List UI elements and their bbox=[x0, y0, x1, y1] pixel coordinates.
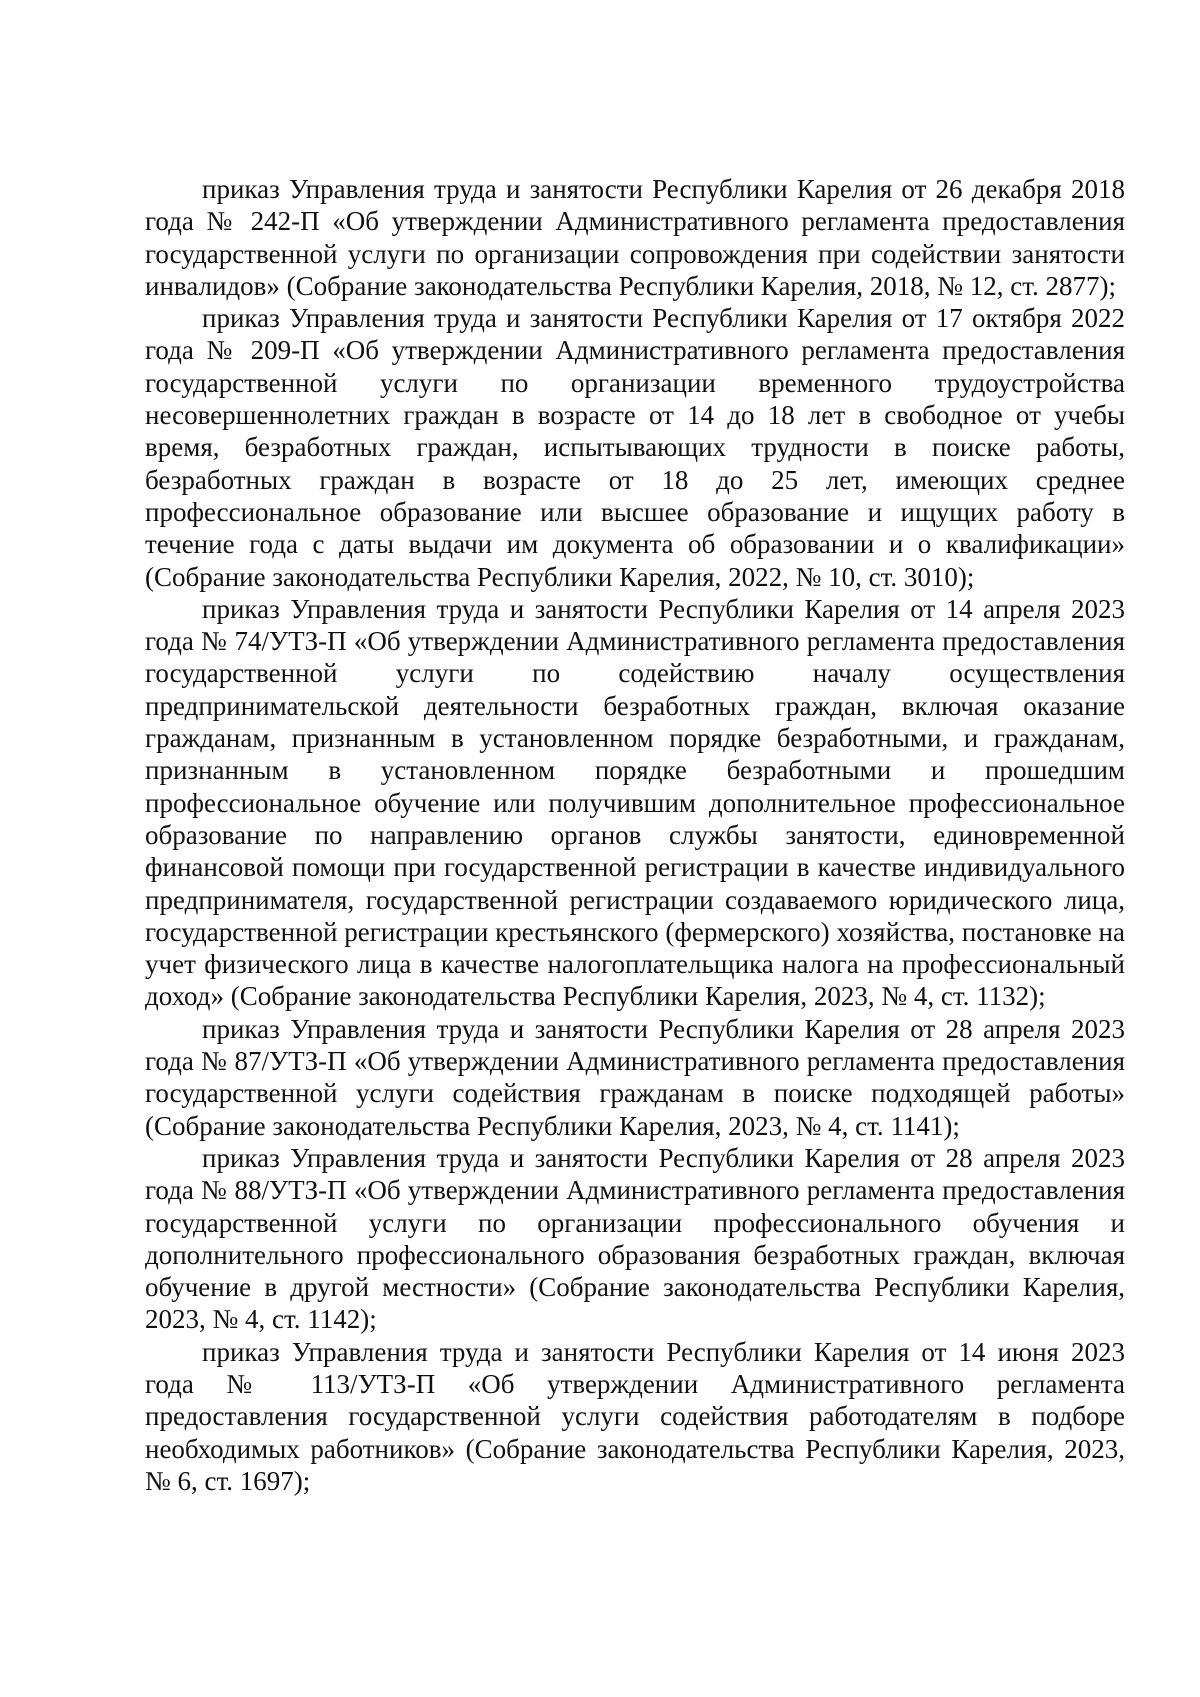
paragraph-order-209: приказ Управления труда и занятости Республики Карелия от 17 октября 2022 года № 209-П «Об утверждении Административного регламента предоставления государственной услуги по организации временного трудоустройства несовершеннолетних граждан в возрасте от 14 до 18 лет в свободное от учебы время, безработных граждан, испытывающих трудности в поиске работы, безработных граждан в возрасте от 18 до 25 лет, имеющих среднее профессиональное образование или высшее образование и ищущих работу в течение года с даты выдачи им документа об образовании и о квалификации» (Собрание законодательства Республики Карелия, 2022, № 10, ст. 3010); bbox=[145, 303, 1125, 592]
paragraph-order-113: приказ Управления труда и занятости Республики Карелия от 14 июня 2023 года № 113/УТЗ-П «Об утверждении Административного регламента предоставления государственной услуги содействия работодателям в подборе необходимых работников» (Собрание законодательства Республики Карелия, 2023, № 6, ст. 1697); bbox=[145, 1336, 1125, 1496]
paragraph-order-88: приказ Управления труда и занятости Республики Карелия от 28 апреля 2023 года № 88/УТЗ-П «Об утверждении Административного регламента предоставления государственной услуги по организации профессионального обучения и дополнительного профессионального образования безработных граждан, включая обучение в другой местности» (Собрание законодательства Республики Карелия, 2023, № 4, ст. 1142); bbox=[145, 1142, 1125, 1335]
paragraph-order-74: приказ Управления труда и занятости Республики Карелия от 14 апреля 2023 года № 74/УТЗ-П «Об утверждении Административного регламента предоставления государственной услуги по содействию началу осуществления предпринимательской деятельности безработных граждан, включая оказание гражданам, признанным в установленном порядке безработными, и гражданам, признанным в установленном порядке безработными и прошедшим профессиональное обучение или получившим дополнительное профессиональное образование по направлению органов службы занятости, единовременной финансовой помощи при государственной регистрации в качестве индивидуального предпринимателя, государственной регистрации создаваемого юридического лица, государственной регистрации крестьянского (фермерского) хозяйства, постановке на учет физического лица в качестве налогоплательщика налога на профессиональный доход» (Собрание законодательства Республики Карелия, 2023, № 4, ст. 1132); bbox=[145, 593, 1125, 1012]
paragraph-order-87: приказ Управления труда и занятости Республики Карелия от 28 апреля 2023 года № 87/УТЗ-П «Об утверждении Административного регламента предоставления государственной услуги содействия гражданам в поиске подходящей работы» (Собрание законодательства Республики Карелия, 2023, № 4, ст. 1141); bbox=[145, 1013, 1125, 1141]
document-body bbox=[145, 173, 1125, 1497]
paragraph-order-242: приказ Управления труда и занятости Республики Карелия от 26 декабря 2018 года № 242-П «Об утверждении Административного регламента предоставления государственной услуги по организации сопровождения при содействии занятости инвалидов» (Собрание законодательства Республики Карелия, 2018, № 12, ст. 2877); bbox=[145, 174, 1125, 301]
